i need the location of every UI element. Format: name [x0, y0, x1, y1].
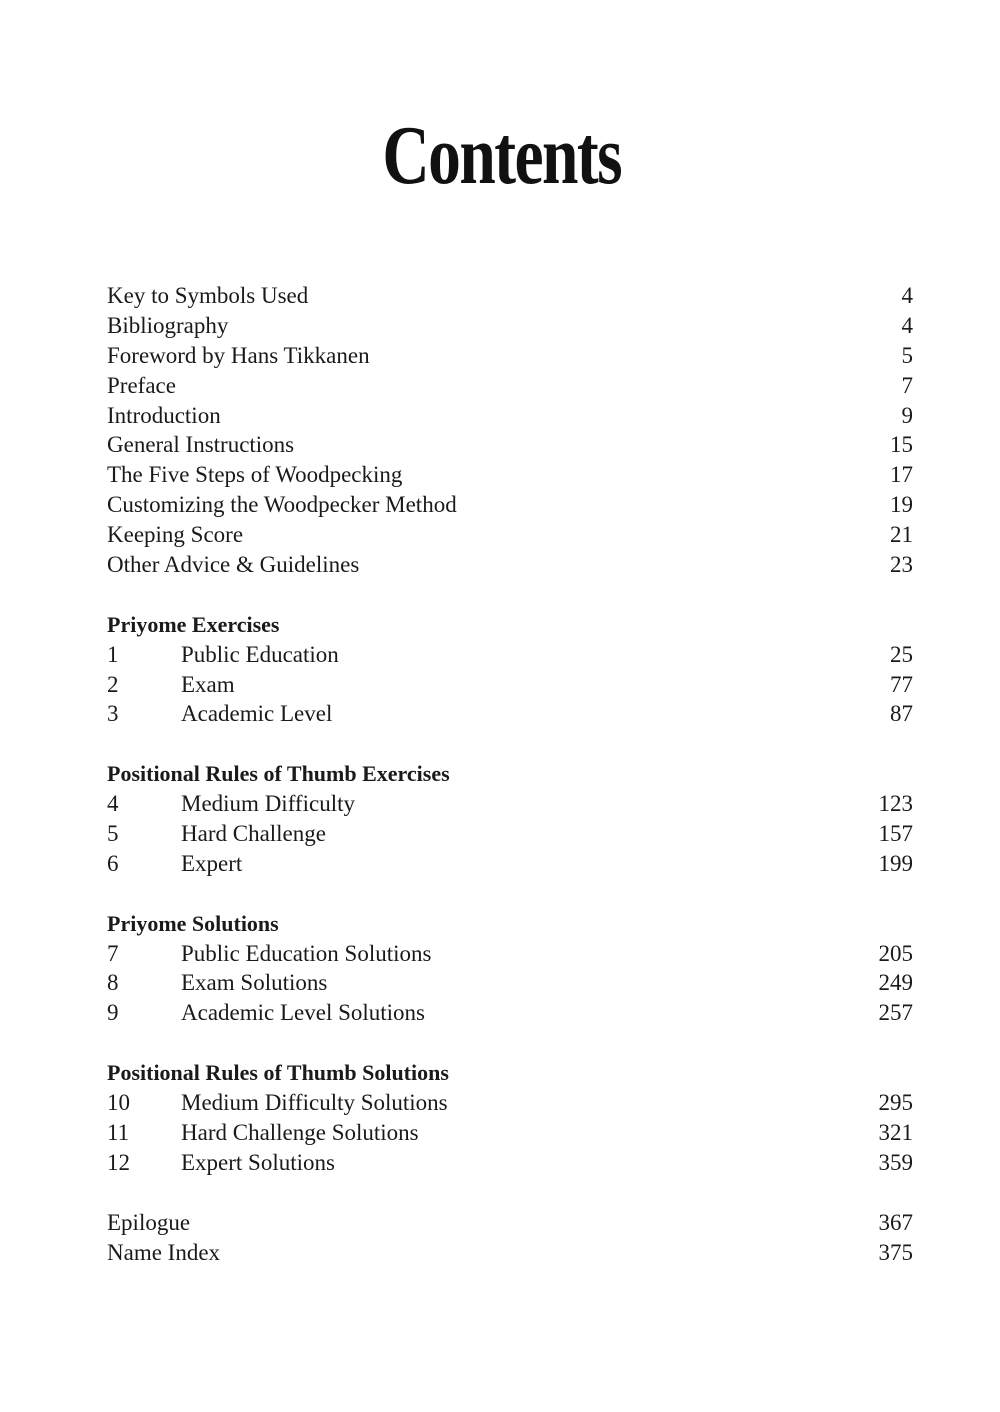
- toc-entry-title: Other Advice & Guidelines: [107, 552, 360, 578]
- section-heading: Priyome Solutions: [107, 910, 279, 936]
- chapter-number: 6: [107, 850, 119, 876]
- toc-entry-title: Foreword by Hans Tikkanen: [107, 342, 370, 368]
- chapter-page: 205: [878, 940, 913, 966]
- section-heading: Positional Rules of Thumb Solutions: [107, 1060, 449, 1086]
- page-title: Contents: [382, 109, 622, 202]
- section-spacer: [107, 729, 913, 759]
- chapter-page: 199: [878, 850, 913, 876]
- chapter-entry: [107, 640, 913, 670]
- chapter-entry: [107, 939, 913, 969]
- chapter-entry: [107, 1148, 913, 1178]
- chapter-page: 77: [890, 671, 913, 697]
- section-spacer: [107, 879, 913, 909]
- section-spacer: [107, 580, 913, 610]
- toc-entry-title: Name Index: [107, 1239, 221, 1265]
- chapter-number: 1: [107, 641, 119, 667]
- front-matter-list: [107, 281, 913, 580]
- toc-entry-page: 15: [890, 432, 913, 458]
- toc-entry-title: Introduction: [107, 402, 221, 428]
- chapter-entry: [107, 968, 913, 998]
- toc-entry-page: 17: [890, 462, 913, 488]
- toc-entry-page: 21: [890, 522, 913, 548]
- toc-section: [107, 1058, 913, 1178]
- chapter-title: Academic Level: [181, 701, 333, 727]
- chapter-title: Exam Solutions: [181, 970, 328, 996]
- toc-entry: [107, 550, 913, 580]
- toc-entry: [107, 1208, 913, 1238]
- chapter-number: 2: [107, 671, 119, 697]
- section-heading: Positional Rules of Thumb Exercises: [107, 761, 450, 787]
- chapter-page: 321: [878, 1119, 913, 1145]
- toc-entry: [107, 430, 913, 460]
- chapter-entry: [107, 670, 913, 700]
- chapter-title: Academic Level Solutions: [181, 1000, 425, 1026]
- chapter-number: 4: [107, 791, 119, 817]
- toc-section: [107, 759, 913, 879]
- toc-entry: [107, 401, 913, 431]
- chapter-title: Medium Difficulty Solutions: [181, 1090, 448, 1116]
- chapter-number: 5: [107, 821, 119, 847]
- chapter-entry: [107, 998, 913, 1028]
- toc-entry-title: Preface: [107, 372, 176, 398]
- toc-entry-page: 9: [901, 402, 913, 428]
- toc-section: [107, 909, 913, 1029]
- chapter-title: Hard Challenge Solutions: [181, 1119, 419, 1145]
- chapter-entry: [107, 789, 913, 819]
- toc-entry-title: The Five Steps of Woodpecking: [107, 462, 403, 488]
- toc-entry-title: Customizing the Woodpecker Method: [107, 492, 457, 518]
- chapter-number: 10: [107, 1090, 130, 1116]
- chapter-number: 12: [107, 1149, 130, 1175]
- chapter-page: 359: [878, 1149, 913, 1175]
- chapter-number: 8: [107, 970, 119, 996]
- toc-entry-title: Epilogue: [107, 1209, 191, 1235]
- table-of-contents: [107, 281, 913, 1267]
- section-spacer: [107, 1178, 913, 1208]
- toc-entry: [107, 460, 913, 490]
- chapter-page: 295: [878, 1090, 913, 1116]
- back-matter-list: [107, 1208, 913, 1268]
- toc-entry-title: Key to Symbols Used: [107, 283, 309, 308]
- toc-entry-page: 23: [890, 552, 913, 578]
- toc-entry-title: Bibliography: [107, 312, 229, 338]
- chapter-page: 157: [878, 821, 913, 847]
- toc-entry-page: 5: [901, 342, 913, 368]
- chapter-page: 123: [878, 791, 913, 817]
- chapter-entry: [107, 1118, 913, 1148]
- chapter-number: 9: [107, 1000, 119, 1026]
- chapter-entry: [107, 699, 913, 729]
- chapter-entry: [107, 819, 913, 849]
- toc-entry-page: 4: [901, 312, 913, 338]
- toc-entry-title: Keeping Score: [107, 522, 244, 548]
- toc-entry-page: 4: [901, 283, 913, 308]
- chapter-title: Hard Challenge: [181, 821, 326, 847]
- toc-entry: [107, 311, 913, 341]
- toc-entry-title: General Instructions: [107, 432, 295, 458]
- toc-entry-page: 7: [901, 372, 913, 398]
- chapter-entry: [107, 1088, 913, 1118]
- chapter-page: 25: [890, 641, 913, 667]
- toc-entry-page: 19: [890, 492, 913, 518]
- chapter-page: 257: [878, 1000, 913, 1026]
- chapter-title: Medium Difficulty: [181, 791, 355, 817]
- chapter-entry: [107, 849, 913, 879]
- chapter-title: Expert Solutions: [181, 1149, 335, 1175]
- chapter-title: Public Education: [181, 641, 339, 667]
- section-heading: Priyome Exercises: [107, 611, 280, 637]
- toc-entry: [107, 341, 913, 371]
- chapter-number: 3: [107, 701, 119, 727]
- chapter-page: 249: [878, 970, 913, 996]
- section-spacer: [107, 1028, 913, 1058]
- chapter-title: Exam: [181, 671, 235, 697]
- chapter-number: 7: [107, 940, 119, 966]
- toc-entry: [107, 1238, 913, 1268]
- chapter-page: 87: [890, 701, 913, 727]
- chapter-title: Expert: [181, 850, 243, 876]
- chapter-number: 11: [107, 1119, 130, 1145]
- toc-entry: [107, 371, 913, 401]
- toc-section: [107, 610, 913, 730]
- toc-entry-page: 375: [878, 1239, 913, 1265]
- toc-entry: [107, 520, 913, 550]
- chapter-title: Public Education Solutions: [181, 940, 432, 966]
- toc-entry-page: 367: [878, 1209, 913, 1235]
- toc-entry: [107, 281, 913, 311]
- toc-entry: [107, 490, 913, 520]
